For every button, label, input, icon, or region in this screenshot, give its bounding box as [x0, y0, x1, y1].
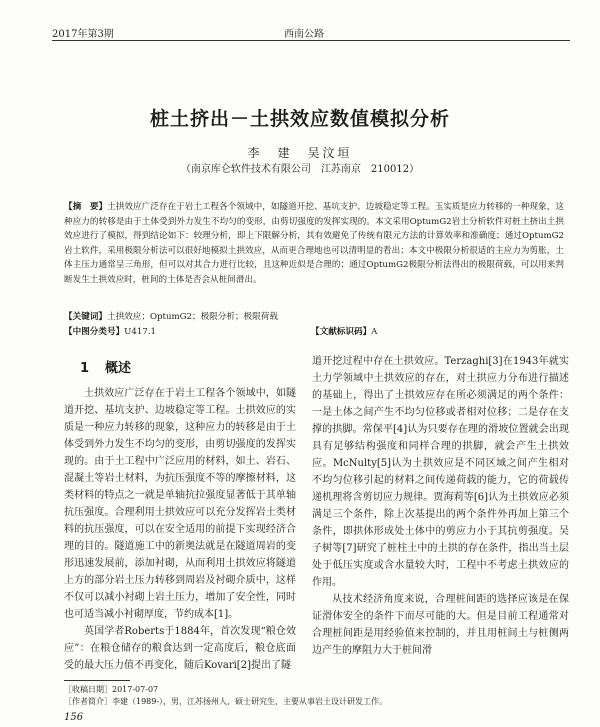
right-column	[312, 353, 569, 659]
doc-code	[311, 325, 377, 337]
journal-name: 西南公路	[284, 29, 324, 40]
right-paragraph: 从技术经济角度来说，合理桩间距的选择应该是在保证滑体安全的条件下而尽可能的大。但是目前工程通常对合理桩间距是用经验值来控制的，并且用桩间土与桩侧两边产生的摩阻力大于桩间滑	[312, 594, 569, 656]
left-paragraph: 英国学者Roberts于1884年，首次发现“粮仓效应”：在粮仓储存的粮食达到一定高度后，粮仓底面受的最大压力值不再变化，随后Kovari[2]提出了隧	[64, 626, 296, 671]
doc-label: 【文献标识码】	[311, 327, 372, 337]
section-title: 概述	[105, 361, 132, 376]
authors: 李 建 吴汶垣	[247, 146, 353, 160]
section-number: 1	[80, 361, 90, 376]
left-paragraph: 土拱效应广泛存在于岩土工程各个领域中，如隧道开挖、基坑支护、边坡稳定等工程。土拱效应的实质是一种应力转移的现象，这种应力的转移是由于土体受到外力发生不均匀的变形，由剪切强度的发挥实现的。由于土工程中广泛应用的材料，如土、岩石、混凝土等岩土材料，为抗压强度不等的摩擦材料，这类材料的特点之一就是单轴抗拉强度显著低于其单轴抗压强度。合理利用土拱效应可以充分发挥岩土类材料的抗压强度，可以在安全适用的前提下实现经济合理的目的。隧道施工中的新奥法就是在隧道周岩的变形迅速发展前，添加衬砌，从而利用土拱效应将隧道上方的部分岩土压力转移到周岩及衬砌介质中，这样不仅可以减小衬砌上岩土压力，增加了安全性，同时也可适当减小衬砌厚度，节约成本[1]。	[64, 388, 296, 620]
paper-title: 桩土挤出－土拱效应数值模拟分析	[149, 108, 450, 130]
abstract	[64, 200, 564, 288]
doc-value: A	[371, 327, 378, 337]
keywords-text: 土拱效应；OptumG2；极限分析；极限荷载	[106, 312, 278, 322]
clc-value: U417.1	[124, 327, 157, 337]
keywords-label: 【关键词】	[64, 312, 107, 322]
classification-line	[64, 325, 564, 337]
footnote-author: ［作者简介］李建（1989-），男，江苏扬州人，硕士研究生，主要从事岩土设计研发工作。	[64, 697, 388, 706]
running-header	[52, 22, 570, 41]
footnote-received: ［收稿日期］2017-07-07	[64, 685, 159, 694]
section-heading	[64, 360, 296, 377]
footnote-rule	[64, 680, 130, 681]
issue-label: 2017年第3期	[52, 29, 114, 40]
page-number: 156	[64, 712, 84, 723]
keywords	[64, 310, 564, 322]
clc-label: 【中图分类号】	[64, 327, 125, 337]
affiliation: （南京库仑软件技术有限公司 江苏南京 210012）	[180, 164, 420, 175]
left-column	[64, 356, 296, 674]
right-paragraph: 道开挖过程中存在土拱效应。Terzaghi[3]在1943年就实土力学领域中土拱效应的存在，对土拱应力分布进行描述的基础上，得出了土拱效应存在所必须满足的两个条件：一是土体之间产生不均匀位移或者相对位移；二是存在支撑的拱脚。常保平[4]认为只要存在理的滑坡位置就会出现具有足够结构强度和同样合理的拱脚，就会产生土拱效应。McNulty[5]认为土拱效应是不同区域之间产生相对不均匀位移引起的材料之间传递荷载的能力，它的荷载传递机理将含剪切应力规律。贾海莉等[6]认为土拱效应必须满足三个条件，除上次基提出的两个条件外再加上第三个条件，即拱体形成处土体中的剪应力小于其抗剪强度。吴子树等[7]研究了桩柱土中的土拱的存在条件，指出当土层处于低压实度或含水量较大时，工程中不考虑土拱效应的作用。	[312, 356, 569, 588]
abstract-text: 土拱效应广泛存在于岩土工程各个领域中，如隧道开挖、基坑支护、边坡稳定等工程。玉实质是应力转移的一种现象，这种应力的转移是由于土体受到外力发生不均匀的变形，由剪切强度的发挥实现的。本文采用OptumG2岩土分析软件对桩土挤出土拱效应进行了模拟，得到结论如下：较理分析，即上下限解分析，其有效避免了传统有限元方法的计算效率和准确度；通过OptumG2岩土软件，采用极限分析法可以很好地模拟土拱效应，从而更合理地也可以清明显的看出；本文中极限分析很适的主应力为剪胀，土体主压力通常呈三角形，但可以对其合力进行比较，且这种近似是合理的；通过OptumG2极限分析法得出的极限荷载，可以用来判断发生土拱效应时，桩间的土体是否会从桩间滑出。	[64, 202, 564, 285]
abstract-label: 【摘 要】	[64, 202, 108, 212]
